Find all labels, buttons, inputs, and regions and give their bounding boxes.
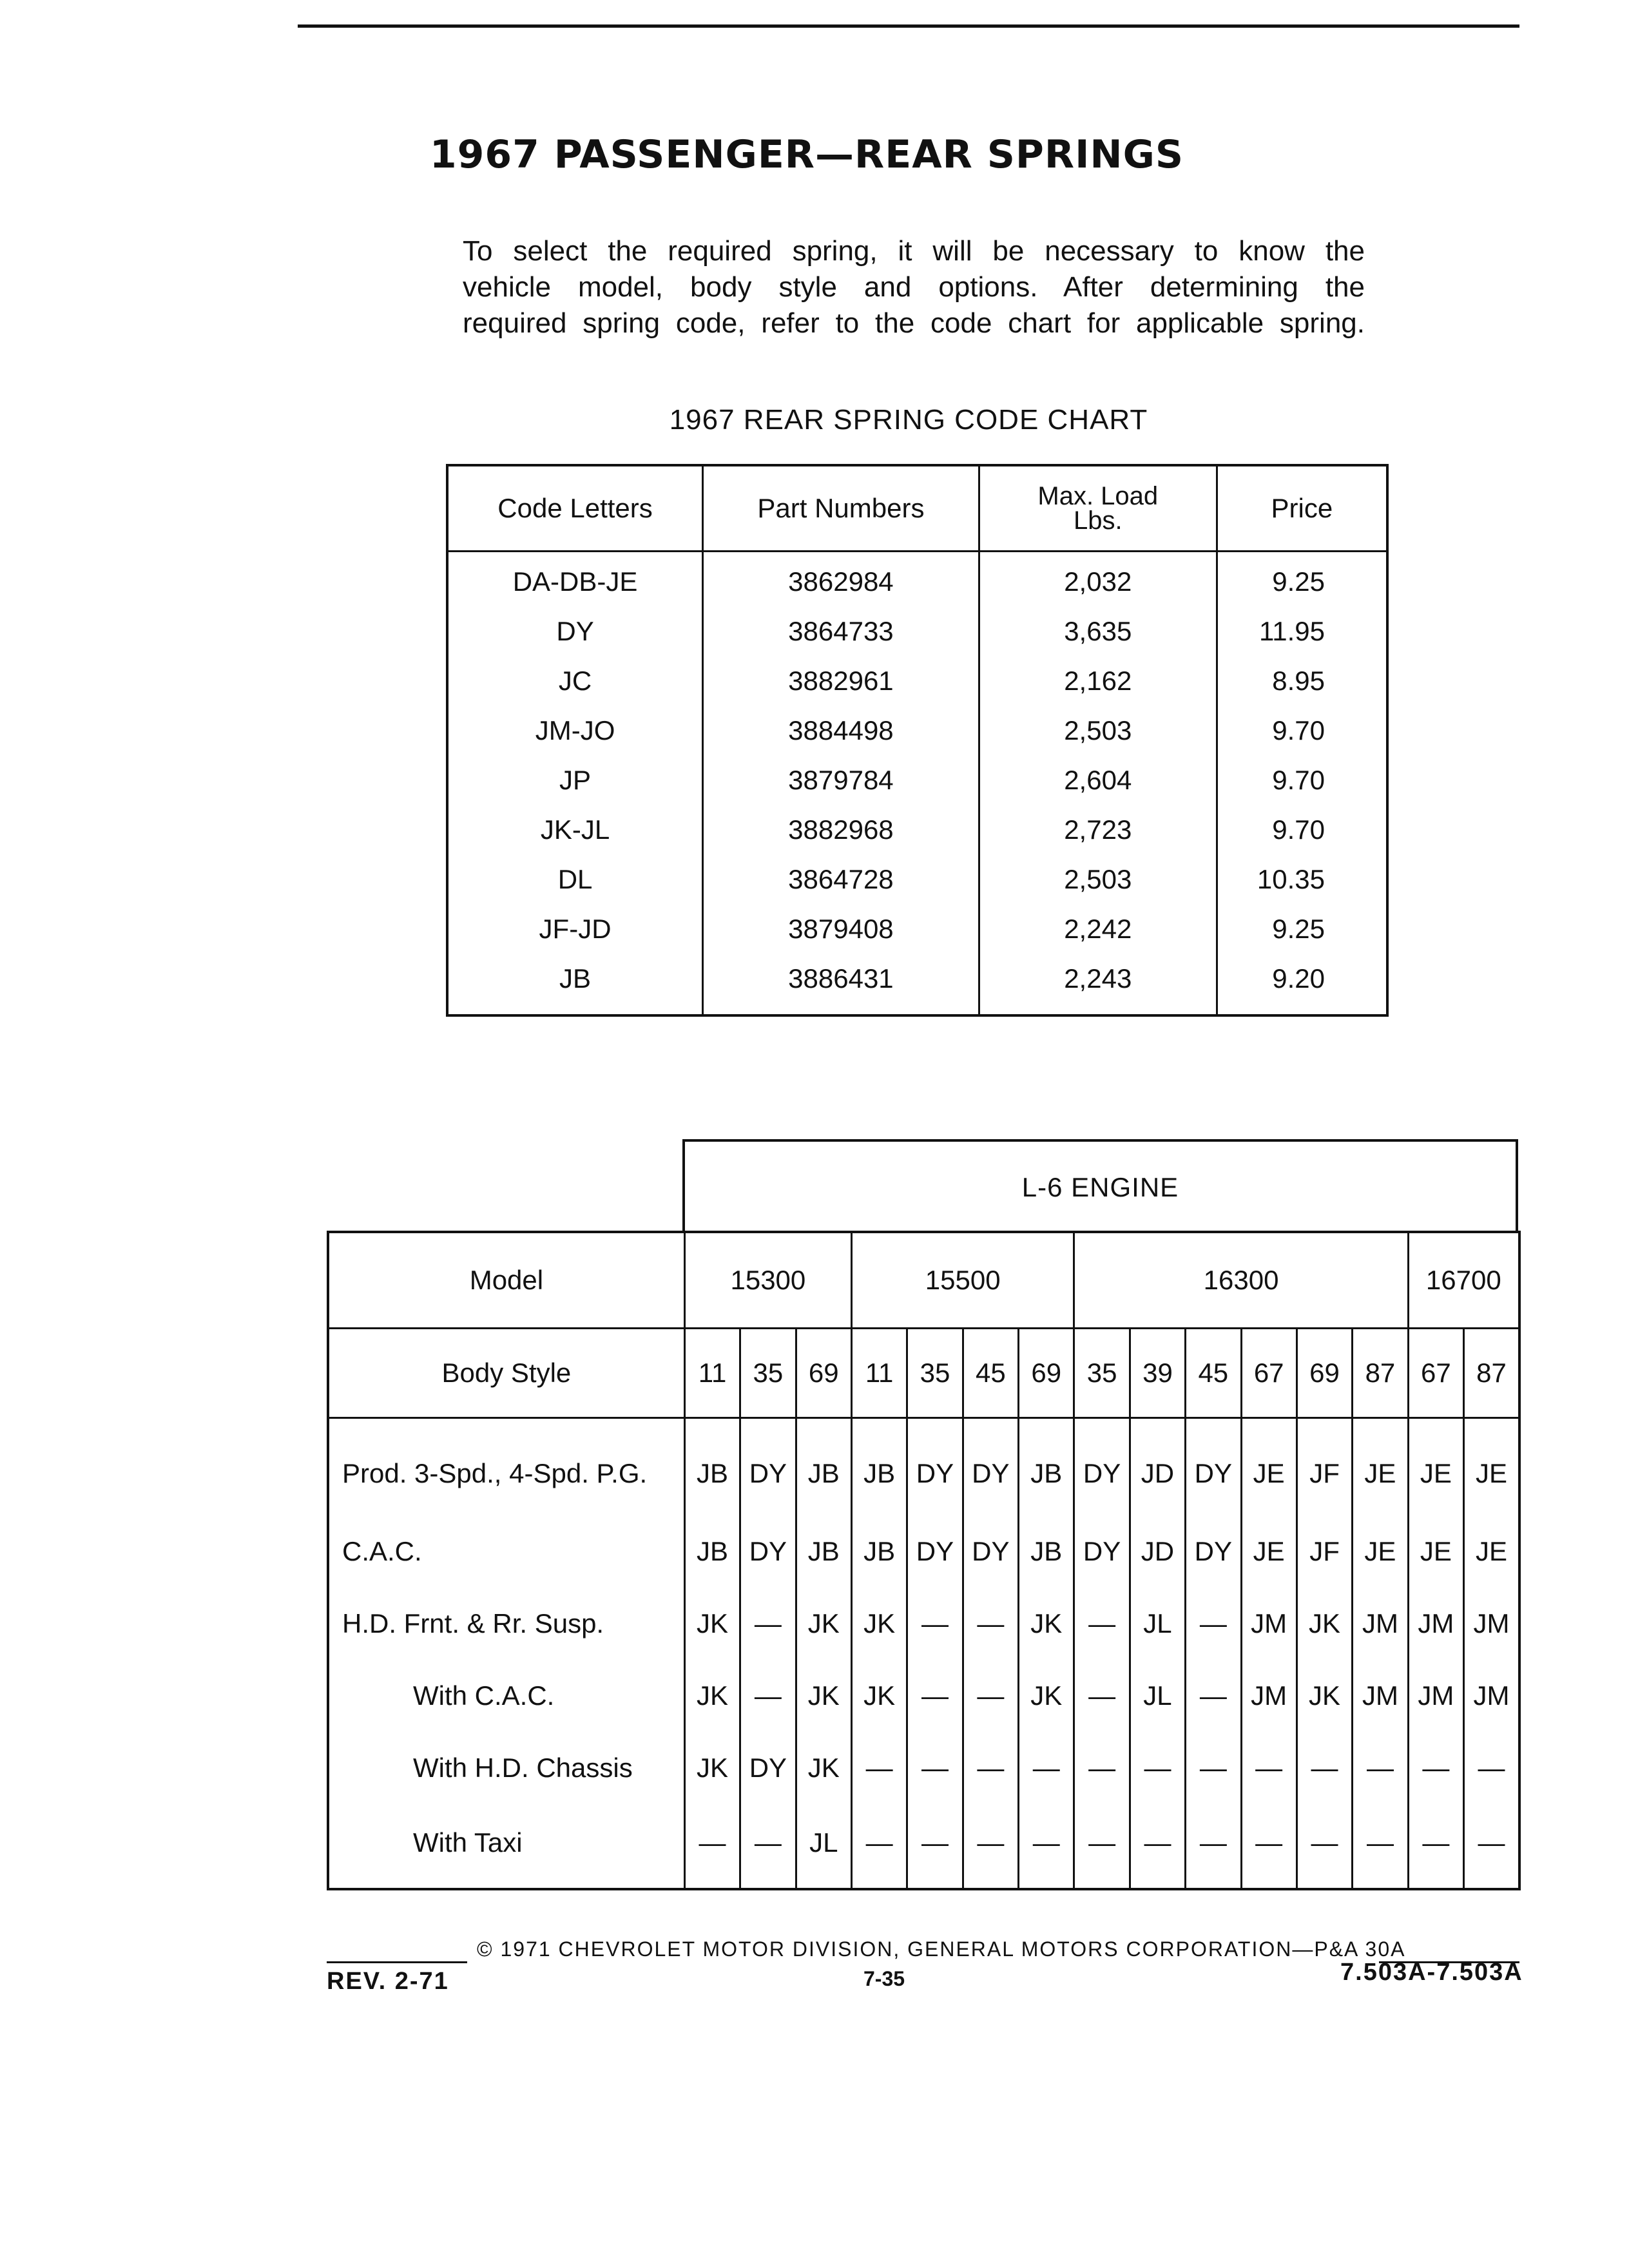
part-number-cell: 3882968 <box>703 805 979 854</box>
spring-code-cell: — <box>907 1732 963 1804</box>
header-price: Price <box>1217 465 1387 552</box>
spring-code-cell: DY <box>740 1732 796 1804</box>
spring-code-cell: — <box>1241 1732 1296 1804</box>
footer-page-number: 7-35 <box>863 1967 905 1990</box>
max-load-cell: 2,243 <box>979 954 1217 1015</box>
spring-code-cell: DY <box>740 1418 796 1516</box>
engine-spring-table <box>327 1231 1521 1890</box>
spring-code-cell: — <box>1186 1732 1241 1804</box>
spring-code-cell: JE <box>1353 1418 1408 1516</box>
spring-code-cell: JK <box>851 1660 907 1732</box>
header-max-load-text: Max. Load Lbs. <box>1037 482 1159 535</box>
spring-code-cell: JE <box>1408 1515 1463 1588</box>
spring-code-cell: — <box>1186 1660 1241 1732</box>
option-label: Prod. 3-Spd., 4-Spd. P.G. <box>328 1418 684 1516</box>
spring-code-cell: JE <box>1464 1515 1519 1588</box>
spring-code-cell: JK <box>1296 1588 1352 1660</box>
option-row <box>328 1804 1519 1889</box>
spring-code-cell: DY <box>963 1515 1018 1588</box>
spring-code-cell: JB <box>684 1418 740 1516</box>
spring-code-cell: — <box>684 1804 740 1889</box>
body-style-row <box>328 1329 1519 1418</box>
body-style-code: 35 <box>1074 1329 1130 1418</box>
code-table-row <box>447 904 1387 954</box>
option-row <box>328 1418 1519 1516</box>
header-code-letters: Code Letters <box>447 465 703 552</box>
body-style-code: 69 <box>1019 1329 1074 1418</box>
code-letters-cell: DA-DB-JE <box>447 552 703 607</box>
max-load-cell: 2,032 <box>979 552 1217 607</box>
spring-code-cell: JE <box>1464 1418 1519 1516</box>
spring-code-cell: — <box>907 1660 963 1732</box>
spring-code-cell: — <box>1353 1732 1408 1804</box>
model-number: 16300 <box>1074 1232 1408 1329</box>
spring-code-cell: — <box>740 1660 796 1732</box>
spring-code-cell: JM <box>1241 1588 1296 1660</box>
code-chart-caption: 1967 REAR SPRING CODE CHART <box>669 404 1148 436</box>
spring-code-cell: — <box>963 1660 1018 1732</box>
max-load-cell: 2,242 <box>979 904 1217 954</box>
body-style-label: Body Style <box>328 1329 684 1418</box>
code-letters-cell: JM-JO <box>447 706 703 755</box>
spring-code-cell: — <box>1296 1804 1352 1889</box>
spring-code-cell: JK <box>796 1588 851 1660</box>
spring-code-cell: JB <box>796 1418 851 1516</box>
max-load-cell: 2,162 <box>979 656 1217 706</box>
body-style-code: 11 <box>684 1329 740 1418</box>
max-load-cell: 3,635 <box>979 606 1217 656</box>
spring-code-cell: JB <box>851 1515 907 1588</box>
spring-code-cell: — <box>1019 1732 1074 1804</box>
code-letters-cell: JC <box>447 656 703 706</box>
top-rule <box>298 24 1519 28</box>
spring-code-cell: JL <box>796 1804 851 1889</box>
spring-code-cell: JB <box>796 1515 851 1588</box>
spring-code-cell: JL <box>1130 1588 1185 1660</box>
intro-line: required spring code, refer to the code chart for applicable spring. <box>463 307 1365 339</box>
spring-code-cell: — <box>963 1804 1018 1889</box>
max-load-cell: 2,503 <box>979 706 1217 755</box>
spring-code-cell: — <box>1186 1804 1241 1889</box>
model-number: 15500 <box>851 1232 1074 1329</box>
option-label: C.A.C. <box>328 1515 684 1588</box>
spring-code-cell: JE <box>1241 1515 1296 1588</box>
spring-code-cell: — <box>963 1588 1018 1660</box>
body-style-code: 45 <box>963 1329 1018 1418</box>
spring-code-cell: — <box>1130 1732 1185 1804</box>
intro-paragraph <box>463 233 1365 341</box>
spring-code-cell: — <box>851 1732 907 1804</box>
spring-code-cell: — <box>1074 1732 1130 1804</box>
spring-code-cell: DY <box>907 1515 963 1588</box>
code-table-row <box>447 805 1387 854</box>
code-table-row <box>447 706 1387 755</box>
code-table-row <box>447 854 1387 904</box>
spring-code-cell: — <box>1074 1660 1130 1732</box>
intro-line: To select the required spring, it will be necessary to know the <box>463 235 1365 267</box>
option-row <box>328 1660 1519 1732</box>
part-number-cell: 3884498 <box>703 706 979 755</box>
spring-code-cell: — <box>1464 1732 1519 1804</box>
code-table-header-row <box>447 465 1387 552</box>
option-label: With Taxi <box>328 1804 684 1889</box>
body-style-code: 67 <box>1408 1329 1463 1418</box>
spring-code-table <box>446 464 1389 1017</box>
code-letters-cell: DL <box>447 854 703 904</box>
footer-reference: 7.503A-7.503A <box>1340 1959 1523 1986</box>
spring-code-cell: — <box>1408 1732 1463 1804</box>
part-number-cell: 3862984 <box>703 552 979 607</box>
body-style-code: 35 <box>907 1329 963 1418</box>
price-cell: 9.25 <box>1217 552 1387 607</box>
spring-code-cell: JK <box>684 1732 740 1804</box>
spring-code-cell: — <box>740 1804 796 1889</box>
spring-code-cell: JD <box>1130 1418 1185 1516</box>
spring-code-cell: JB <box>851 1418 907 1516</box>
spring-code-cell: — <box>740 1588 796 1660</box>
max-load-cell: 2,723 <box>979 805 1217 854</box>
page-title: 1967 PASSENGER—REAR SPRINGS <box>429 132 1184 177</box>
option-row <box>328 1515 1519 1588</box>
spring-code-cell: — <box>1019 1804 1074 1889</box>
spring-code-cell: JK <box>684 1660 740 1732</box>
spring-code-cell: JM <box>1408 1660 1463 1732</box>
spring-code-cell: JM <box>1241 1660 1296 1732</box>
engine-label: L-6 ENGINE <box>682 1139 1518 1231</box>
spring-code-cell: — <box>963 1732 1018 1804</box>
spring-code-cell: DY <box>1186 1515 1241 1588</box>
spring-code-cell: DY <box>907 1418 963 1516</box>
spring-code-cell: JM <box>1464 1660 1519 1732</box>
spring-code-cell: JE <box>1241 1418 1296 1516</box>
body-style-code: 87 <box>1464 1329 1519 1418</box>
code-table-row <box>447 552 1387 607</box>
spring-code-cell: JK <box>684 1588 740 1660</box>
body-style-code: 69 <box>1296 1329 1352 1418</box>
code-letters-cell: DY <box>447 606 703 656</box>
part-number-cell: 3886431 <box>703 954 979 1015</box>
spring-code-cell: DY <box>1186 1418 1241 1516</box>
body-style-code: 67 <box>1241 1329 1296 1418</box>
code-table-row <box>447 656 1387 706</box>
spring-code-cell: — <box>851 1804 907 1889</box>
option-row <box>328 1732 1519 1804</box>
spring-code-cell: JM <box>1353 1588 1408 1660</box>
model-label: Model <box>328 1232 684 1329</box>
intro-line: vehicle model, body style and options. After determining the <box>463 271 1365 303</box>
price-cell: 9.70 <box>1217 755 1387 805</box>
body-style-code: 39 <box>1130 1329 1185 1418</box>
model-number: 16700 <box>1408 1232 1519 1329</box>
spring-code-cell: — <box>1241 1804 1296 1889</box>
spring-code-cell: JB <box>684 1515 740 1588</box>
body-style-code: 45 <box>1186 1329 1241 1418</box>
spring-code-cell: — <box>1130 1804 1185 1889</box>
spring-code-cell: — <box>907 1588 963 1660</box>
spring-code-cell: JK <box>851 1588 907 1660</box>
spring-code-cell: — <box>1074 1588 1130 1660</box>
price-cell: 8.95 <box>1217 656 1387 706</box>
part-number-cell: 3882961 <box>703 656 979 706</box>
spring-code-cell: JL <box>1130 1660 1185 1732</box>
spring-code-cell: JD <box>1130 1515 1185 1588</box>
header-part-numbers: Part Numbers <box>703 465 979 552</box>
option-label: With C.A.C. <box>328 1660 684 1732</box>
spring-code-cell: JE <box>1353 1515 1408 1588</box>
part-number-cell: 3864733 <box>703 606 979 656</box>
spring-code-cell: DY <box>740 1515 796 1588</box>
code-table-body <box>447 552 1387 1016</box>
footer-copyright: © 1971 CHEVROLET MOTOR DIVISION, GENERAL MOTORS CORPORATION—P&A 30A <box>477 1937 1406 1961</box>
spring-code-cell: JM <box>1464 1588 1519 1660</box>
price-cell: 9.20 <box>1217 954 1387 1015</box>
price-cell: 10.35 <box>1217 854 1387 904</box>
option-label: With H.D. Chassis <box>328 1732 684 1804</box>
spring-code-cell: JK <box>1019 1660 1074 1732</box>
spring-code-cell: JB <box>1019 1515 1074 1588</box>
spring-code-cell: DY <box>1074 1418 1130 1516</box>
code-table-row <box>447 954 1387 1015</box>
footer-rule <box>327 1961 467 1963</box>
price-cell: 9.25 <box>1217 904 1387 954</box>
spring-code-cell: — <box>1296 1732 1352 1804</box>
option-label: H.D. Frnt. & Rr. Susp. <box>328 1588 684 1660</box>
code-table-row <box>447 755 1387 805</box>
code-letters-cell: JP <box>447 755 703 805</box>
body-style-code: 69 <box>796 1329 851 1418</box>
spring-code-cell: JE <box>1408 1418 1463 1516</box>
code-letters-cell: JB <box>447 954 703 1015</box>
code-table-row <box>447 606 1387 656</box>
spring-code-cell: JF <box>1296 1418 1352 1516</box>
header-max-load <box>979 465 1217 552</box>
max-load-cell: 2,604 <box>979 755 1217 805</box>
spring-code-cell: JK <box>796 1732 851 1804</box>
spring-code-cell: — <box>1353 1804 1408 1889</box>
spring-code-cell: JK <box>1296 1660 1352 1732</box>
spring-code-cell: DY <box>963 1418 1018 1516</box>
spring-code-cell: JK <box>1019 1588 1074 1660</box>
code-letters-cell: JK-JL <box>447 805 703 854</box>
body-style-code: 11 <box>851 1329 907 1418</box>
part-number-cell: 3879408 <box>703 904 979 954</box>
option-row <box>328 1588 1519 1660</box>
max-load-cell: 2,503 <box>979 854 1217 904</box>
body-style-code: 87 <box>1353 1329 1408 1418</box>
part-number-cell: 3864728 <box>703 854 979 904</box>
spring-code-cell: DY <box>1074 1515 1130 1588</box>
part-number-cell: 3879784 <box>703 755 979 805</box>
spring-code-cell: — <box>1186 1588 1241 1660</box>
body-style-code: 35 <box>740 1329 796 1418</box>
spring-code-cell: JB <box>1019 1418 1074 1516</box>
price-cell: 9.70 <box>1217 706 1387 755</box>
spring-code-cell: JK <box>796 1660 851 1732</box>
spring-code-cell: JF <box>1296 1515 1352 1588</box>
spring-code-cell: — <box>1408 1804 1463 1889</box>
price-cell: 9.70 <box>1217 805 1387 854</box>
engine-table-body <box>328 1418 1519 1890</box>
model-number: 15300 <box>684 1232 851 1329</box>
price-cell: 11.95 <box>1217 606 1387 656</box>
footer-revision: REV. 2-71 <box>327 1968 449 1995</box>
spring-code-cell: — <box>1074 1804 1130 1889</box>
spring-code-cell: JM <box>1408 1588 1463 1660</box>
spring-code-cell: — <box>1464 1804 1519 1889</box>
spring-code-cell: JM <box>1353 1660 1408 1732</box>
spring-code-cell: — <box>907 1804 963 1889</box>
code-letters-cell: JF-JD <box>447 904 703 954</box>
model-row <box>328 1232 1519 1329</box>
